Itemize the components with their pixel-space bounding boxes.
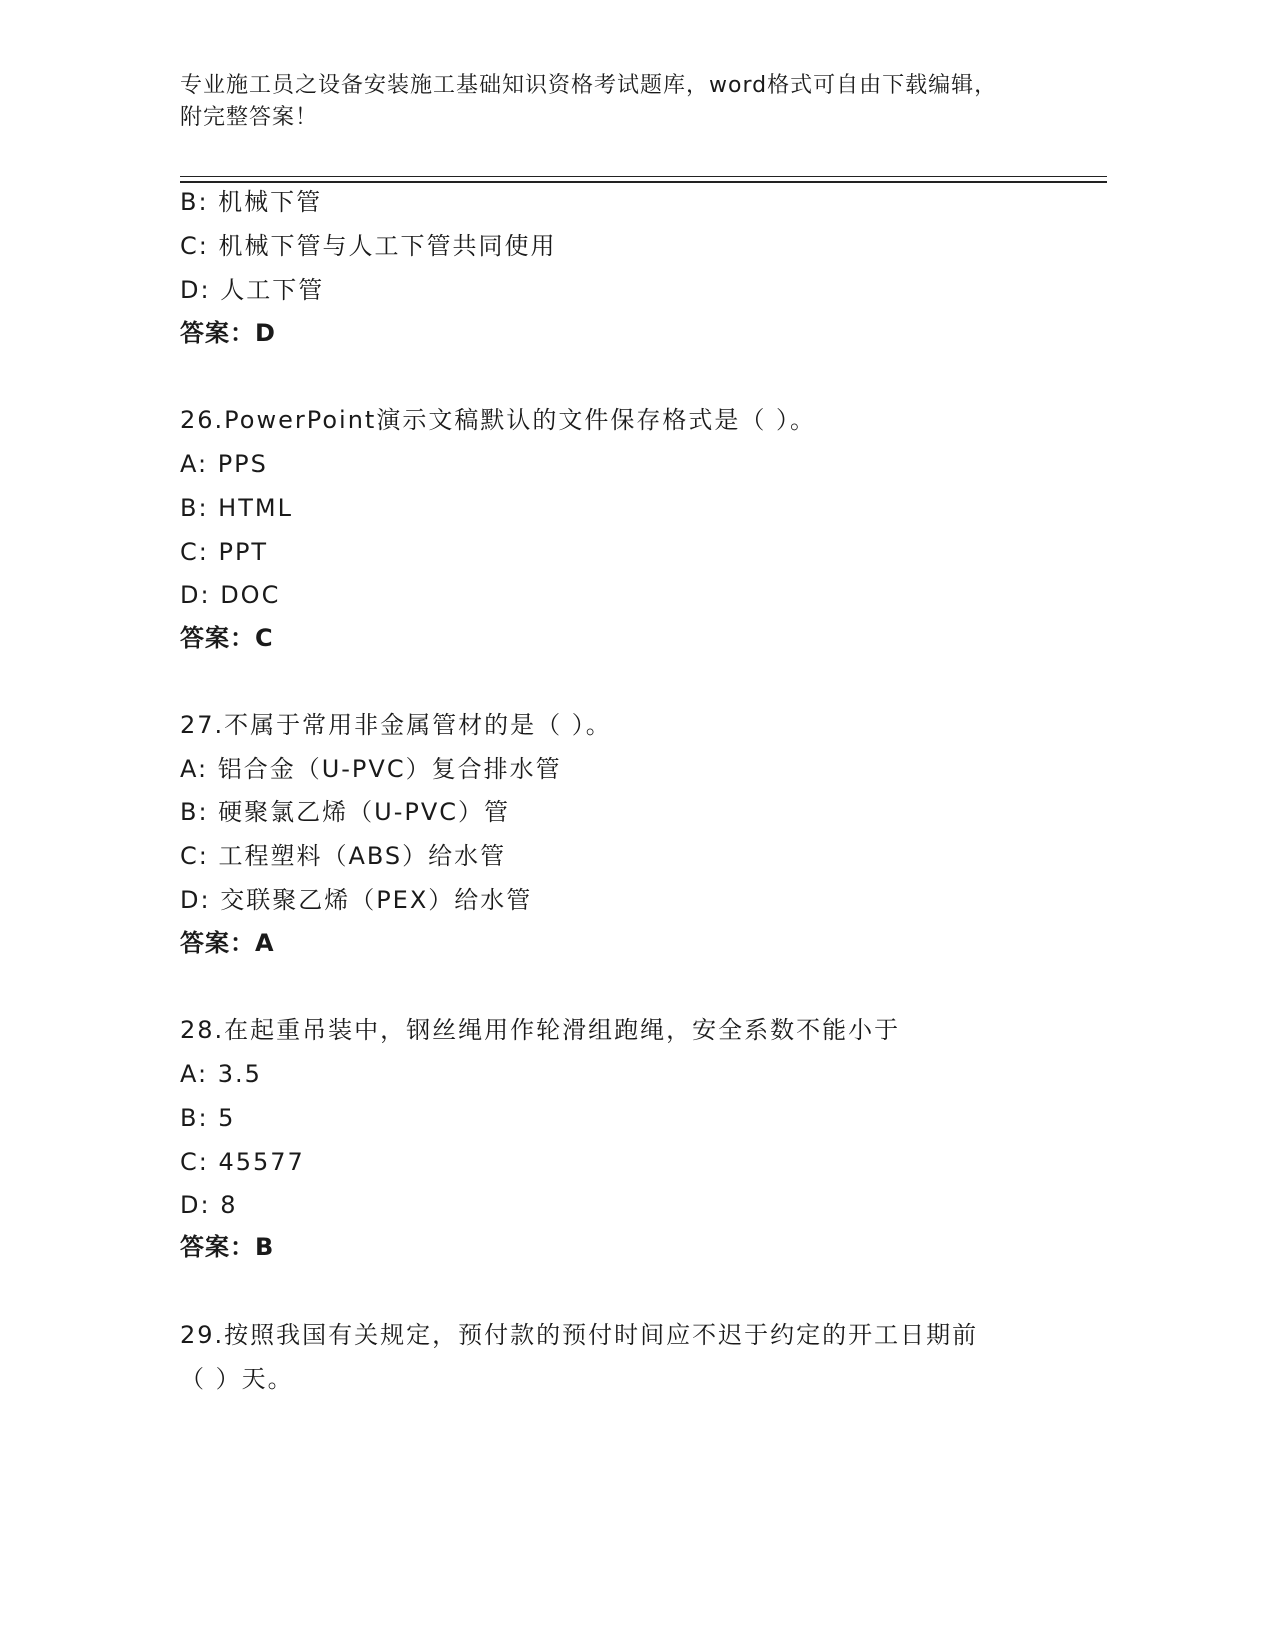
q25-option-b: B: 机械下管 <box>180 188 323 216</box>
header-line-1: 专业施工员之设备安装施工基础知识资格考试题库，word格式可自由下载编辑， <box>180 73 998 98</box>
q27-option-b: B: 硬聚氯乙烯（U-PVC）管 <box>180 798 511 826</box>
header-line-2: 附完整答案！ <box>180 105 319 130</box>
q25-option-c: C: 机械下管与人工下管共同使用 <box>180 232 557 260</box>
q28-question: 28.在起重吊装中，钢丝绳用作轮滑组跑绳，安全系数不能小于 <box>180 1016 901 1044</box>
header-divider-thick <box>180 181 1107 183</box>
q29-question-line-2: （ ）天。 <box>180 1365 294 1393</box>
q27-question: 27.不属于常用非金属管材的是（ ）。 <box>180 711 612 739</box>
q28-option-c: C: 45577 <box>180 1148 305 1176</box>
q27-option-d: D: 交联聚乙烯（PEX）给水管 <box>180 886 533 914</box>
q26-question: 26.PowerPoint演示文稿默认的文件保存格式是（ ）。 <box>180 406 816 434</box>
q26-option-a: A: PPS <box>180 450 268 478</box>
q25-option-d: D: 人工下管 <box>180 276 325 304</box>
q26-option-c: C: PPT <box>180 538 269 566</box>
header-divider-thin <box>180 176 1107 177</box>
q29-question-line-1: 29.按照我国有关规定，预付款的预付时间应不迟于约定的开工日期前 <box>180 1321 979 1349</box>
q26-option-b: B: HTML <box>180 494 293 522</box>
q27-option-c: C: 工程塑料（ABS）给水管 <box>180 842 507 870</box>
q26-option-d: D: DOC <box>180 581 281 609</box>
q28-option-a: A: 3.5 <box>180 1060 262 1088</box>
q28-option-d: D: 8 <box>180 1191 238 1219</box>
q28-answer: 答案：B <box>180 1233 275 1261</box>
q28-option-b: B: 5 <box>180 1104 236 1132</box>
q25-answer: 答案：D <box>180 319 276 347</box>
document-header <box>180 70 1060 134</box>
q27-option-a: A: 铝合金（U-PVC）复合排水管 <box>180 755 562 783</box>
q26-answer: 答案：C <box>180 624 274 652</box>
q27-answer: 答案：A <box>180 929 275 957</box>
